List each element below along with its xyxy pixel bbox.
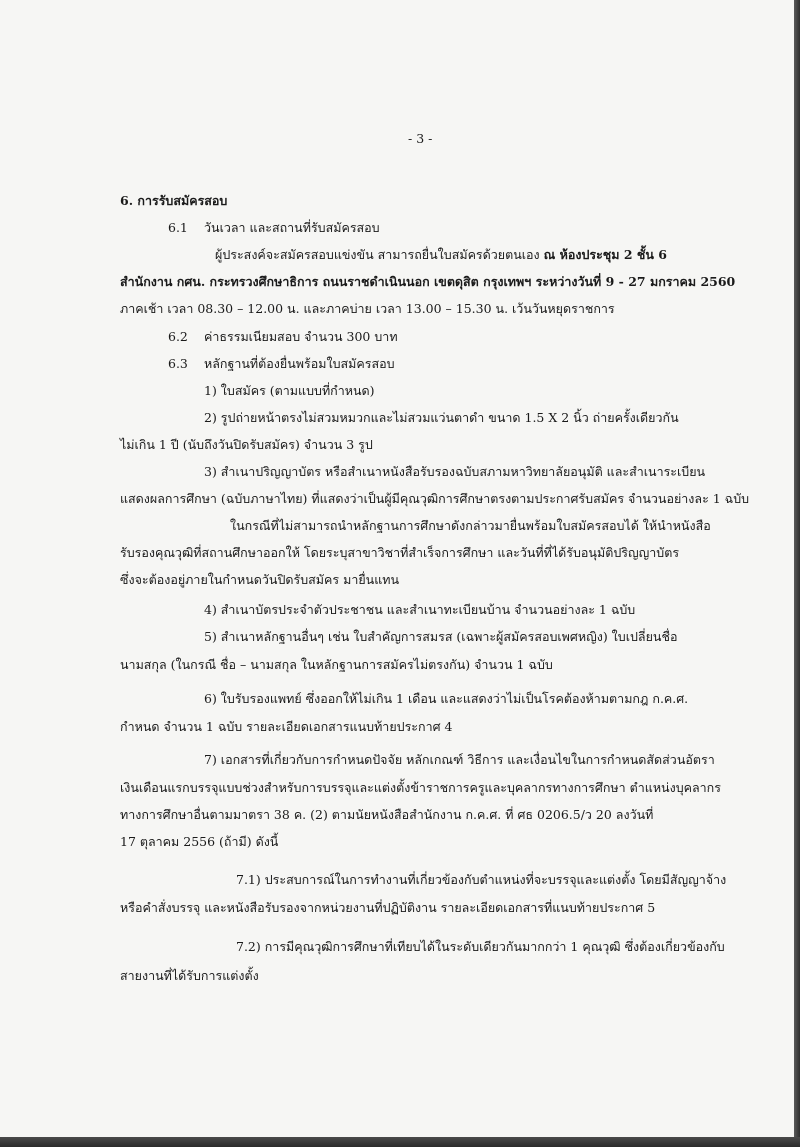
list-item-5-line-1: 5) สำเนาหลักฐานอื่นๆ เช่น ใบสำคัญการสมรส (เฉพาะผู้สมัครสอบเพศหญิง) ใบเปลี่ยนชื่อ bbox=[204, 629, 678, 644]
list-item-7-line-3: ทางการศึกษาอื่นตามมาตรา 38 ค. (2) ตามนัยหนังสือสำนักงาน ก.ค.ศ. ที่ ศธ 0206.5/ว 20 ลงวันที่ bbox=[120, 807, 654, 822]
list-item-2-line-1: 2) รูปถ่ายหน้าตรงไม่สวมหมวกและไม่สวมแว่นตาดำ ขนาด 1.5 X 2 นิ้ว ถ่ายครั้งเดียวกัน bbox=[204, 410, 679, 425]
sub-item-7-2-line-1: 7.2) การมีคุณวุฒิการศึกษาที่เทียบได้ในระดับเดียวกันมากกว่า 1 คุณวุฒิ ซึ่งต้องเกี่ยวข้องกับ bbox=[236, 939, 725, 954]
subsection-title-6-3: หลักฐานที่ต้องยื่นพร้อมใบสมัครสอบ bbox=[204, 356, 395, 371]
sub-item-7-1-line-1: 7.1) ประสบการณ์ในการทำงานที่เกี่ยวข้องกับตำแหน่งที่จะบรรจุและแต่งตั้ง โดยมีสัญญาจ้าง bbox=[236, 872, 727, 887]
subsection-number-6-2: 6.2 bbox=[168, 329, 188, 344]
list-item-3-line-3: ในกรณีที่ไม่สามารถนำหลักฐานการศึกษาดังกล่าวมายื่นพร้อมใบสมัครสอบได้ ให้นำหนังสือ bbox=[230, 518, 711, 533]
page-number: - 3 - bbox=[408, 131, 433, 146]
list-item-3-line-2: แสดงผลการศึกษา (ฉบับภาษาไทย) ที่แสดงว่าเป็นผู้มีคุณวุฒิการศึกษาตรงตามประกาศรับสมัคร จำนวนอย่างละ 1 ฉบับ bbox=[120, 491, 750, 506]
office-hours-line: ภาคเช้า เวลา 08.30 – 12.00 น. และภาคบ่าย เวลา 13.00 – 15.30 น. เว้นวันหยุดราชการ bbox=[120, 301, 615, 316]
sub-item-7-1-line-2: หรือคำสั่งบรรจุ และหนังสือรับรองจากหน่วยงานที่ปฏิบัติงาน รายละเอียดเอกสารที่แนบท้ายประกาศ 5 bbox=[120, 900, 656, 915]
scan-edge-shadow bbox=[794, 0, 800, 1147]
sub-item-7-2-line-2: สายงานที่ได้รับการแต่งตั้ง bbox=[120, 968, 259, 983]
list-item-7-line-2: เงินเดือนแรกบรรจุแบบช่วงสำหรับการบรรจุและแต่งตั้งข้าราชการครูและบุคลากรทางการศึกษา ตำแหน่งบุคลากร bbox=[120, 780, 721, 795]
subsection-title-6-1: วันเวลา และสถานที่รับสมัครสอบ bbox=[204, 220, 380, 235]
venue-date-line: สำนักงาน กศน. กระทรวงศึกษาธิการ ถนนราชดำเนินนอก เขตดุสิต กรุงเทพฯ ระหว่างวันที่ 9 - 27 มกราคม 2560 bbox=[120, 274, 736, 289]
list-item-3-line-4: รับรองคุณวุฒิที่สถานศึกษาออกให้ โดยระบุสาขาวิชาที่สำเร็จการศึกษา และวันที่ที่ได้รับอนุมัติปริญญาบัตร bbox=[120, 545, 680, 560]
venue-text: ณ ห้องประชุม 2 ชั้น 6 bbox=[543, 247, 668, 262]
scan-bottom-shadow bbox=[0, 1137, 800, 1147]
list-item-2-line-2: ไม่เกิน 1 ปี (นับถึงวันปิดรับสมัคร) จำนวน 3 รูป bbox=[120, 437, 373, 452]
list-item-4: 4) สำเนาบัตรประจำตัวประชาชน และสำเนาทะเบียนบ้าน จำนวนอย่างละ 1 ฉบับ bbox=[204, 602, 636, 617]
list-item-7-line-1: 7) เอกสารที่เกี่ยวกับการกำหนดปัจจัย หลักเกณฑ์ วิธีการ และเงื่อนไขในการกำหนดสัดส่วนอัตรา bbox=[204, 752, 715, 767]
list-item-7-line-4: 17 ตุลาคม 2556 (ถ้ามี) ดังนี้ bbox=[120, 834, 279, 849]
subsection-number-6-1: 6.1 bbox=[168, 220, 188, 235]
list-item-6-line-2: กำหนด จำนวน 1 ฉบับ รายละเอียดเอกสารแนบท้ายประกาศ 4 bbox=[120, 719, 453, 734]
list-item-5-line-2: นามสกุล (ในกรณี ชื่อ – นามสกุล ในหลักฐานการสมัครไม่ตรงกัน) จำนวน 1 ฉบับ bbox=[120, 657, 553, 672]
fee-text: ค่าธรรมเนียมสอบ จำนวน 300 บาท bbox=[204, 329, 398, 344]
list-item-1: 1) ใบสมัคร (ตามแบบที่กำหนด) bbox=[204, 383, 375, 398]
paragraph-line bbox=[215, 247, 667, 263]
paragraph-text: ผู้ประสงค์จะสมัครสอบแข่งขัน สามารถยื่นใบสมัครด้วยตนเอง bbox=[215, 247, 544, 262]
list-item-3-line-1: 3) สำเนาปริญญาบัตร หรือสำเนาหนังสือรับรองฉบับสภามหาวิทยาลัยอนุมัติ และสำเนาระเบียน bbox=[204, 464, 706, 479]
list-item-6-line-1: 6) ใบรับรองแพทย์ ซึ่งออกให้ไม่เกิน 1 เดือน และแสดงว่าไม่เป็นโรคต้องห้ามตามกฎ ก.ค.ศ. bbox=[204, 691, 689, 706]
section-heading: 6. การรับสมัครสอบ bbox=[120, 193, 228, 208]
subsection-number-6-3: 6.3 bbox=[168, 356, 188, 371]
list-item-3-line-5: ซึ่งจะต้องอยู่ภายในกำหนดวันปิดรับสมัคร มายื่นแทน bbox=[120, 572, 400, 587]
